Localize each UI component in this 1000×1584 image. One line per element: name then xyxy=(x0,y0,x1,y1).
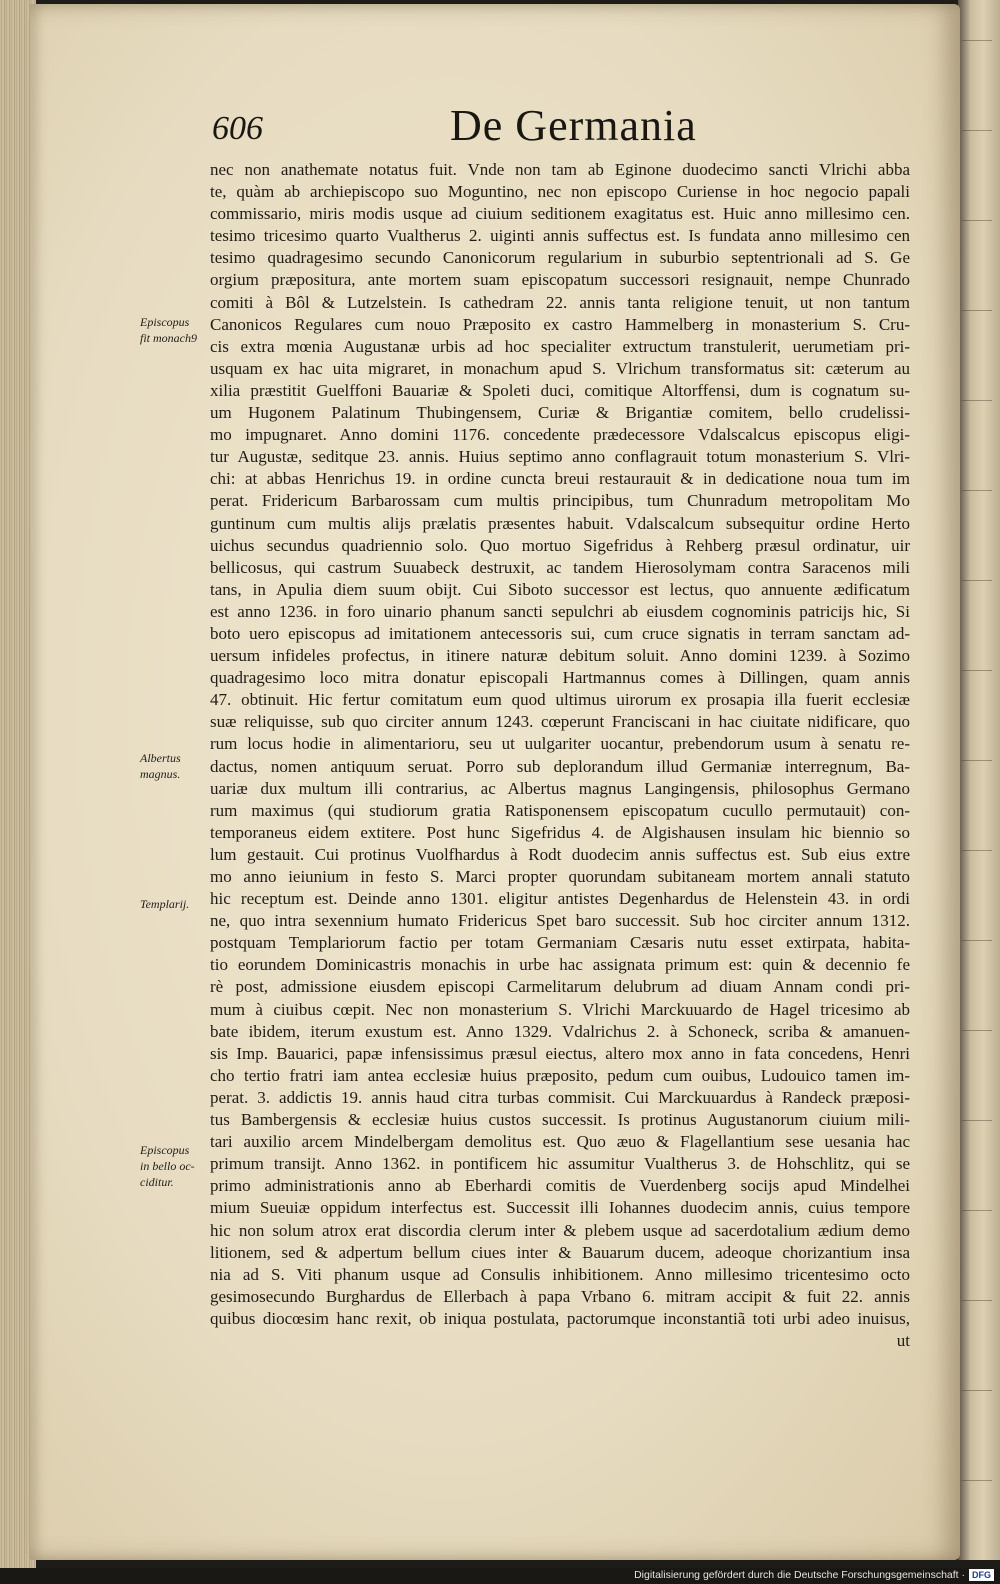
stub-line xyxy=(962,130,992,131)
body-line: primo administrationis anno ab Eberhardi comitis de Vuerdenberg socijs apud Mindelhei xyxy=(210,1176,910,1196)
marginal-note-line: ciditur. xyxy=(140,1175,174,1189)
body-line: Canonicos Regulares cum nouo Præposito ex castro Hammelberg in monasterium S. Cru- xyxy=(210,314,910,334)
body-line: tio eorundem Dominicastris monachis in urbe hac assignata primum est: quin & decennio fe xyxy=(210,955,910,975)
stub-line xyxy=(962,1120,992,1121)
body-line: tesimo quadragesimo secundo Canonicorum regularium in suburbio septentrionali ad S. Ge xyxy=(210,248,910,268)
body-line: comiti à Bôl & Lutzelstein. Is cathedram 22. annis tanta religione tenuit, ut non tantum xyxy=(210,292,910,312)
body-line: tari auxilio arcem Mindelbergam demolitus est. Quo æuo & Flagellantium sese uesania hac xyxy=(210,1132,910,1152)
stub-line xyxy=(962,220,992,221)
body-line: perat. Fridericum Barbarossam cum multis principibus, tum Chunradum metropolitam Mo xyxy=(210,491,910,511)
body-line: est anno 1236. in foro uinario phanum sancti sepulchri ab eiusdem cognominis patricijs hic, Si xyxy=(210,601,910,621)
marginal-note-templarii xyxy=(140,896,212,912)
body-line: 47. obtinuit. Hic fertur comitatum eum quod ultimus uirorum ex prosapia illa fuerit ecclesiæ xyxy=(210,690,910,710)
body-line: gesimosecundo Burghardus de Ellerbach à papa Vrbano 6. mitram accipit & fuit 22. annis xyxy=(210,1286,910,1306)
stub-line xyxy=(962,1030,992,1031)
body-line: mo anno ieiunium in festo S. Marci propter quorundam subitaneam mortem annali statuto xyxy=(210,867,910,886)
marginal-note-episcopus-in-bello xyxy=(140,1142,212,1190)
marginal-note-line: in bello oc- xyxy=(140,1159,195,1173)
body-line: rum locus hodie in alimentarioru, seu ut uulgariter uocantur, prebendorum usum à senatu re- xyxy=(210,734,910,754)
body-line: quadragesimo loco mitra donatur episcopali Hartmannus comes à Dillingen, quam annis xyxy=(210,668,910,688)
stub-line xyxy=(962,400,992,401)
footer-credit xyxy=(634,1569,994,1581)
body-line: tans, in Apulia diem suum obijt. Cui Siboto successor est lectus, quo annuente ædificatum xyxy=(210,579,910,599)
marginal-note-line: Templarij. xyxy=(140,897,190,911)
body-line: hic non solum atrox erat discordia clerum inter & plebem usque ad sacerdotalium ædium demo xyxy=(210,1220,910,1240)
body-line: te, quàm ab archiepiscopo suo Moguntino, nec non episcopo Curiense in hoc negocio papali xyxy=(210,182,910,202)
footer-credit-text: Digitalisierung gefördert durch die Deutsche Forschungsgemeinschaft · xyxy=(634,1569,965,1581)
marginal-note-line: Albertus xyxy=(140,751,181,765)
stub-line xyxy=(962,670,992,671)
page-title: De Germania xyxy=(450,101,697,150)
body-line: mo impugnaret. Anno domini 1176. concedente prædecessore Vdalscalcus episcopus eligi- xyxy=(210,425,910,445)
body-line: primum transijt. Anno 1362. in pontificem hic assumitur Vualtherus 3. de Hohschlitz, qui se xyxy=(210,1154,910,1174)
stub-line xyxy=(962,850,992,851)
body-line: bellicosus, qui castrum Suuabeck destruxit, ac tandem Hierosolymam contra Saracenos mili xyxy=(210,557,910,577)
stub-line xyxy=(962,1300,992,1301)
stub-line xyxy=(962,1390,992,1391)
body-line: usquam ex hac uita migraret, in monachum apud S. Vlrichum transformatus sit: cæterum au xyxy=(210,358,910,378)
body-line: mum à ciuibus cœpit. Nec non monasterium S. Vlrichi Marckuuardo de Hagel tricesimo ab xyxy=(210,999,910,1019)
body-line: nec non anathemate notatus fuit. Vnde non tam ab Eginone duodecimo sancti Vlrichi abba xyxy=(210,160,910,179)
body-line: quibus diocœsim hanc rexit, ob iniqua postulata, pactorumque inconstantiã toti urbi adeo inuisus, xyxy=(210,1308,910,1328)
dfg-logo: DFG xyxy=(969,1569,994,1581)
facing-page-stub xyxy=(958,0,1000,1560)
body-line: nia ad S. Viti phanum usque ad Consulis inhibitionem. Anno millesimo tricentesimo octo xyxy=(210,1264,910,1284)
body-line: xilia præstitit Guelffoni Bauariæ & Spoleti duci, comitique Altorffensi, dum is cognatum su- xyxy=(210,380,910,400)
marginal-note-line: fit monach9 xyxy=(140,331,197,345)
page-number: 606 xyxy=(212,110,263,147)
body-line: guntinum cum multis alijs prælatis præsentes habuit. Vdalscalcum subsequitur ordine Herto xyxy=(210,513,910,533)
stub-line xyxy=(962,490,992,491)
body-line: tur Augustæ, seditque 23. annis. Huius septimo anno conflagrauit totum monasterium S. Vlri- xyxy=(210,447,910,467)
body-line: temporaneus eidem extitere. Post hunc Sigefridus 4. de Algishausen insulam hic biennio so xyxy=(210,822,910,842)
body-line: uichus secundus quadriennio solo. Quo mortuo Sigefridus à Rehberg præsul ordinatur, uir xyxy=(210,535,910,555)
stub-line xyxy=(962,580,992,581)
body-line: perat. 3. addictis 19. annis haud citra turbas commisit. Cui Marckuuardus à Randeck præposi- xyxy=(210,1087,910,1107)
body-line: litionem, sed & adpertum bellum ciues inter & Bauarum ducem, adeoque chorizantium insa xyxy=(210,1242,910,1262)
body-line: ne, quo intra sexennium humato Fridericus Spet baro successit. Sub hoc circiter annum 1312. xyxy=(210,911,910,931)
marginal-note-line: Episcopus xyxy=(140,315,190,329)
body-line: hic receptum est. Deinde anno 1301. eligitur antistes Degenhardus de Helenstein 43. in ordi xyxy=(210,889,910,909)
marginal-note-line: magnus. xyxy=(140,767,181,781)
marginal-note-line: Episcopus xyxy=(140,1143,190,1157)
stub-line xyxy=(962,1480,992,1481)
body-line: um Hugonem Palatinum Thubingensem, Curiæ & Brigantiæ comitem, bello crudelissi- xyxy=(210,403,910,423)
catchword: ut xyxy=(896,1330,910,1350)
stub-line xyxy=(962,940,992,941)
body-line: commissario, miris modis usque ad ciuium seditionem exagitatus est. Huic anno millesimo cen. xyxy=(210,204,910,224)
body-line: tus Bambergensis & ecclesiæ huius custos successit. Is protinus Augustanorum ciuium mili- xyxy=(210,1110,910,1130)
body-line: rè post, admissione eiusdem episcopi Carmelitarum delubrum ad diuam Annam condi pri- xyxy=(210,977,910,997)
body-line: cis extra mœnia Augustanæ urbis ad hoc specialiter extructum transtulerit, uerumetiam pri- xyxy=(210,336,910,356)
body-line: uariæ dux multum illi contrarius, ac Albertus magnus Langingensis, philosophus Germano xyxy=(210,778,910,798)
body-line: chi: at abbas Henrichus 19. in ordine cuncta breui restaurauit & in dedicatione noua tum im xyxy=(210,469,910,489)
body-line: dactus, nomen antiquum seruat. Porro sub deplorandum illud Germaniæ interregnum, Ba- xyxy=(210,756,910,776)
marginal-note-episcopus-monachus xyxy=(140,314,212,346)
body-line: mium Sueuiæ oppidum interfectus est. Successit illi Iohannes duodecim annis, cuius tempore xyxy=(210,1198,910,1218)
stub-line xyxy=(962,1210,992,1211)
body-line: bate ibidem, iterum exustum est. Anno 1329. Vdalrichus 2. à Schoneck, scriba & amanuen- xyxy=(210,1021,910,1041)
body-line: postquam Templariorum factio per totam Germaniam Cæsaris nutu esset extirpata, habita- xyxy=(210,933,910,953)
body-line: lum gestauit. Cui protinus Vuolfhardus à Rodt duodecim annis suffectus est. Sub eius extre xyxy=(210,844,910,864)
stub-line xyxy=(962,310,992,311)
body-line: sis Imp. Bauarici, papæ infensissimus præsul eiectus, altero mox anno in fata concedens, Henri xyxy=(210,1043,910,1063)
body-line: rum maximus (qui studiorum gratia Ratisponensem episcopatum cucullo permutauit) con- xyxy=(210,800,910,820)
body-line: boto uero episcopus ad imitationem antecessoris sui, cum cruce signatis in terram sanctam ad- xyxy=(210,623,910,643)
stub-line xyxy=(962,760,992,761)
body-line: suæ reliquisse, sub quo circiter annum 1243. cœperunt Franciscani in hac ciuitate nidificare, quo xyxy=(210,712,910,732)
marginal-note-albertus-magnus xyxy=(140,750,212,782)
body-line: uersum infideles profectus, in itinere naturæ debitum soluit. Anno domini 1239. à Sozimo xyxy=(210,646,910,666)
body-line: tesimo tricesimo quarto Vualtherus 2. uiginti annis suffectus est. Is fundata anno millesimo cen xyxy=(210,226,910,246)
stub-line xyxy=(962,40,992,41)
body-line: orgium præpositura, ante mortem suam episcopatum successori resignauit, nempe Chunrado xyxy=(210,270,910,290)
body-line: cho tertio fratri iam antea ecclesiæ huius præposito, pedum cum ouibus, Ludouico tamen im- xyxy=(210,1065,910,1085)
body-text xyxy=(210,159,910,1352)
